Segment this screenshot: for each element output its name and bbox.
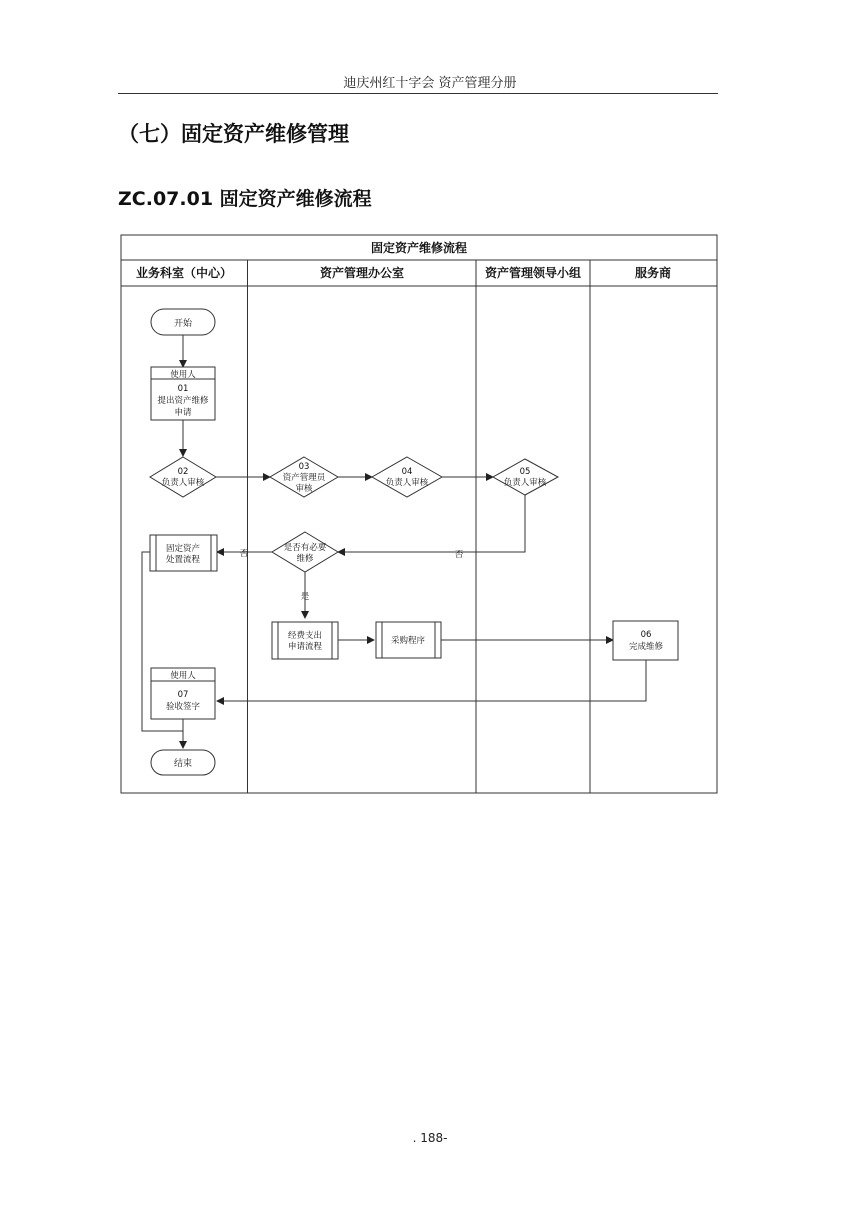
step-03-number: 03 bbox=[298, 462, 310, 472]
step-04-diamond bbox=[372, 457, 442, 497]
step-06-box bbox=[613, 621, 678, 660]
arrow-05-to-decision bbox=[338, 493, 525, 552]
step-04-label: 负责人审核 bbox=[385, 478, 429, 488]
connectors bbox=[142, 335, 646, 748]
page-number: . 188- bbox=[412, 1131, 448, 1145]
lane-label-department: 业务科室（中心） bbox=[135, 266, 233, 280]
flowchart-title: 固定资产维修流程 bbox=[370, 241, 468, 255]
subsection-title: ZC.07.01 固定资产维修流程 bbox=[118, 188, 372, 210]
step-03-label-line1: 资产管理员 bbox=[282, 473, 326, 483]
section-title: （七）固定资产维修管理 bbox=[118, 122, 349, 146]
end-label: 结束 bbox=[173, 759, 193, 769]
decision-label-line2: 维修 bbox=[296, 554, 314, 564]
step-01-label-line2: 申请 bbox=[174, 408, 192, 418]
funding-label-line2: 申请流程 bbox=[287, 642, 323, 652]
arrow-06-to-07 bbox=[217, 660, 646, 701]
step-02-number: 02 bbox=[177, 467, 189, 477]
disposal-label-line2: 处置流程 bbox=[165, 555, 201, 565]
disposal-label-line1: 固定资产 bbox=[165, 544, 201, 554]
step-05-diamond bbox=[493, 459, 558, 495]
step-03-label-line2: 审核 bbox=[295, 484, 313, 494]
lane-label-service-provider: 服务商 bbox=[634, 266, 672, 280]
funding-label-line1: 经费支出 bbox=[287, 631, 323, 641]
step-06-number: 06 bbox=[640, 630, 652, 640]
step-06-label: 完成维修 bbox=[628, 642, 664, 652]
step-01-number: 01 bbox=[177, 384, 189, 394]
branch-label-yes-decision: 是 bbox=[300, 592, 310, 602]
step-01-role: 使用人 bbox=[170, 370, 196, 380]
lane-label-asset-office: 资产管理办公室 bbox=[319, 266, 405, 280]
step-07-label: 验收签字 bbox=[165, 702, 201, 712]
step-07-number: 07 bbox=[177, 690, 189, 700]
step-04-number: 04 bbox=[401, 467, 413, 477]
step-02-diamond bbox=[150, 457, 216, 497]
step-01-label-line1: 提出资产维修 bbox=[157, 396, 209, 406]
lane-label-leadership-group: 资产管理领导小组 bbox=[484, 266, 582, 280]
branch-label-no-decision: 否 bbox=[239, 549, 249, 559]
step-02-label: 负责人审核 bbox=[161, 478, 205, 488]
branch-label-no-leadership: 否 bbox=[454, 550, 464, 560]
step-07-role: 使用人 bbox=[170, 671, 196, 681]
step-05-number: 05 bbox=[519, 467, 531, 477]
procurement-label: 采购程序 bbox=[390, 636, 426, 646]
running-header: 迪庆州红十字会 资产管理分册 bbox=[343, 76, 517, 91]
start-label: 开始 bbox=[173, 319, 193, 329]
decision-label-line1: 是否有必要 bbox=[283, 543, 327, 553]
step-05-label: 负责人审核 bbox=[503, 478, 547, 488]
